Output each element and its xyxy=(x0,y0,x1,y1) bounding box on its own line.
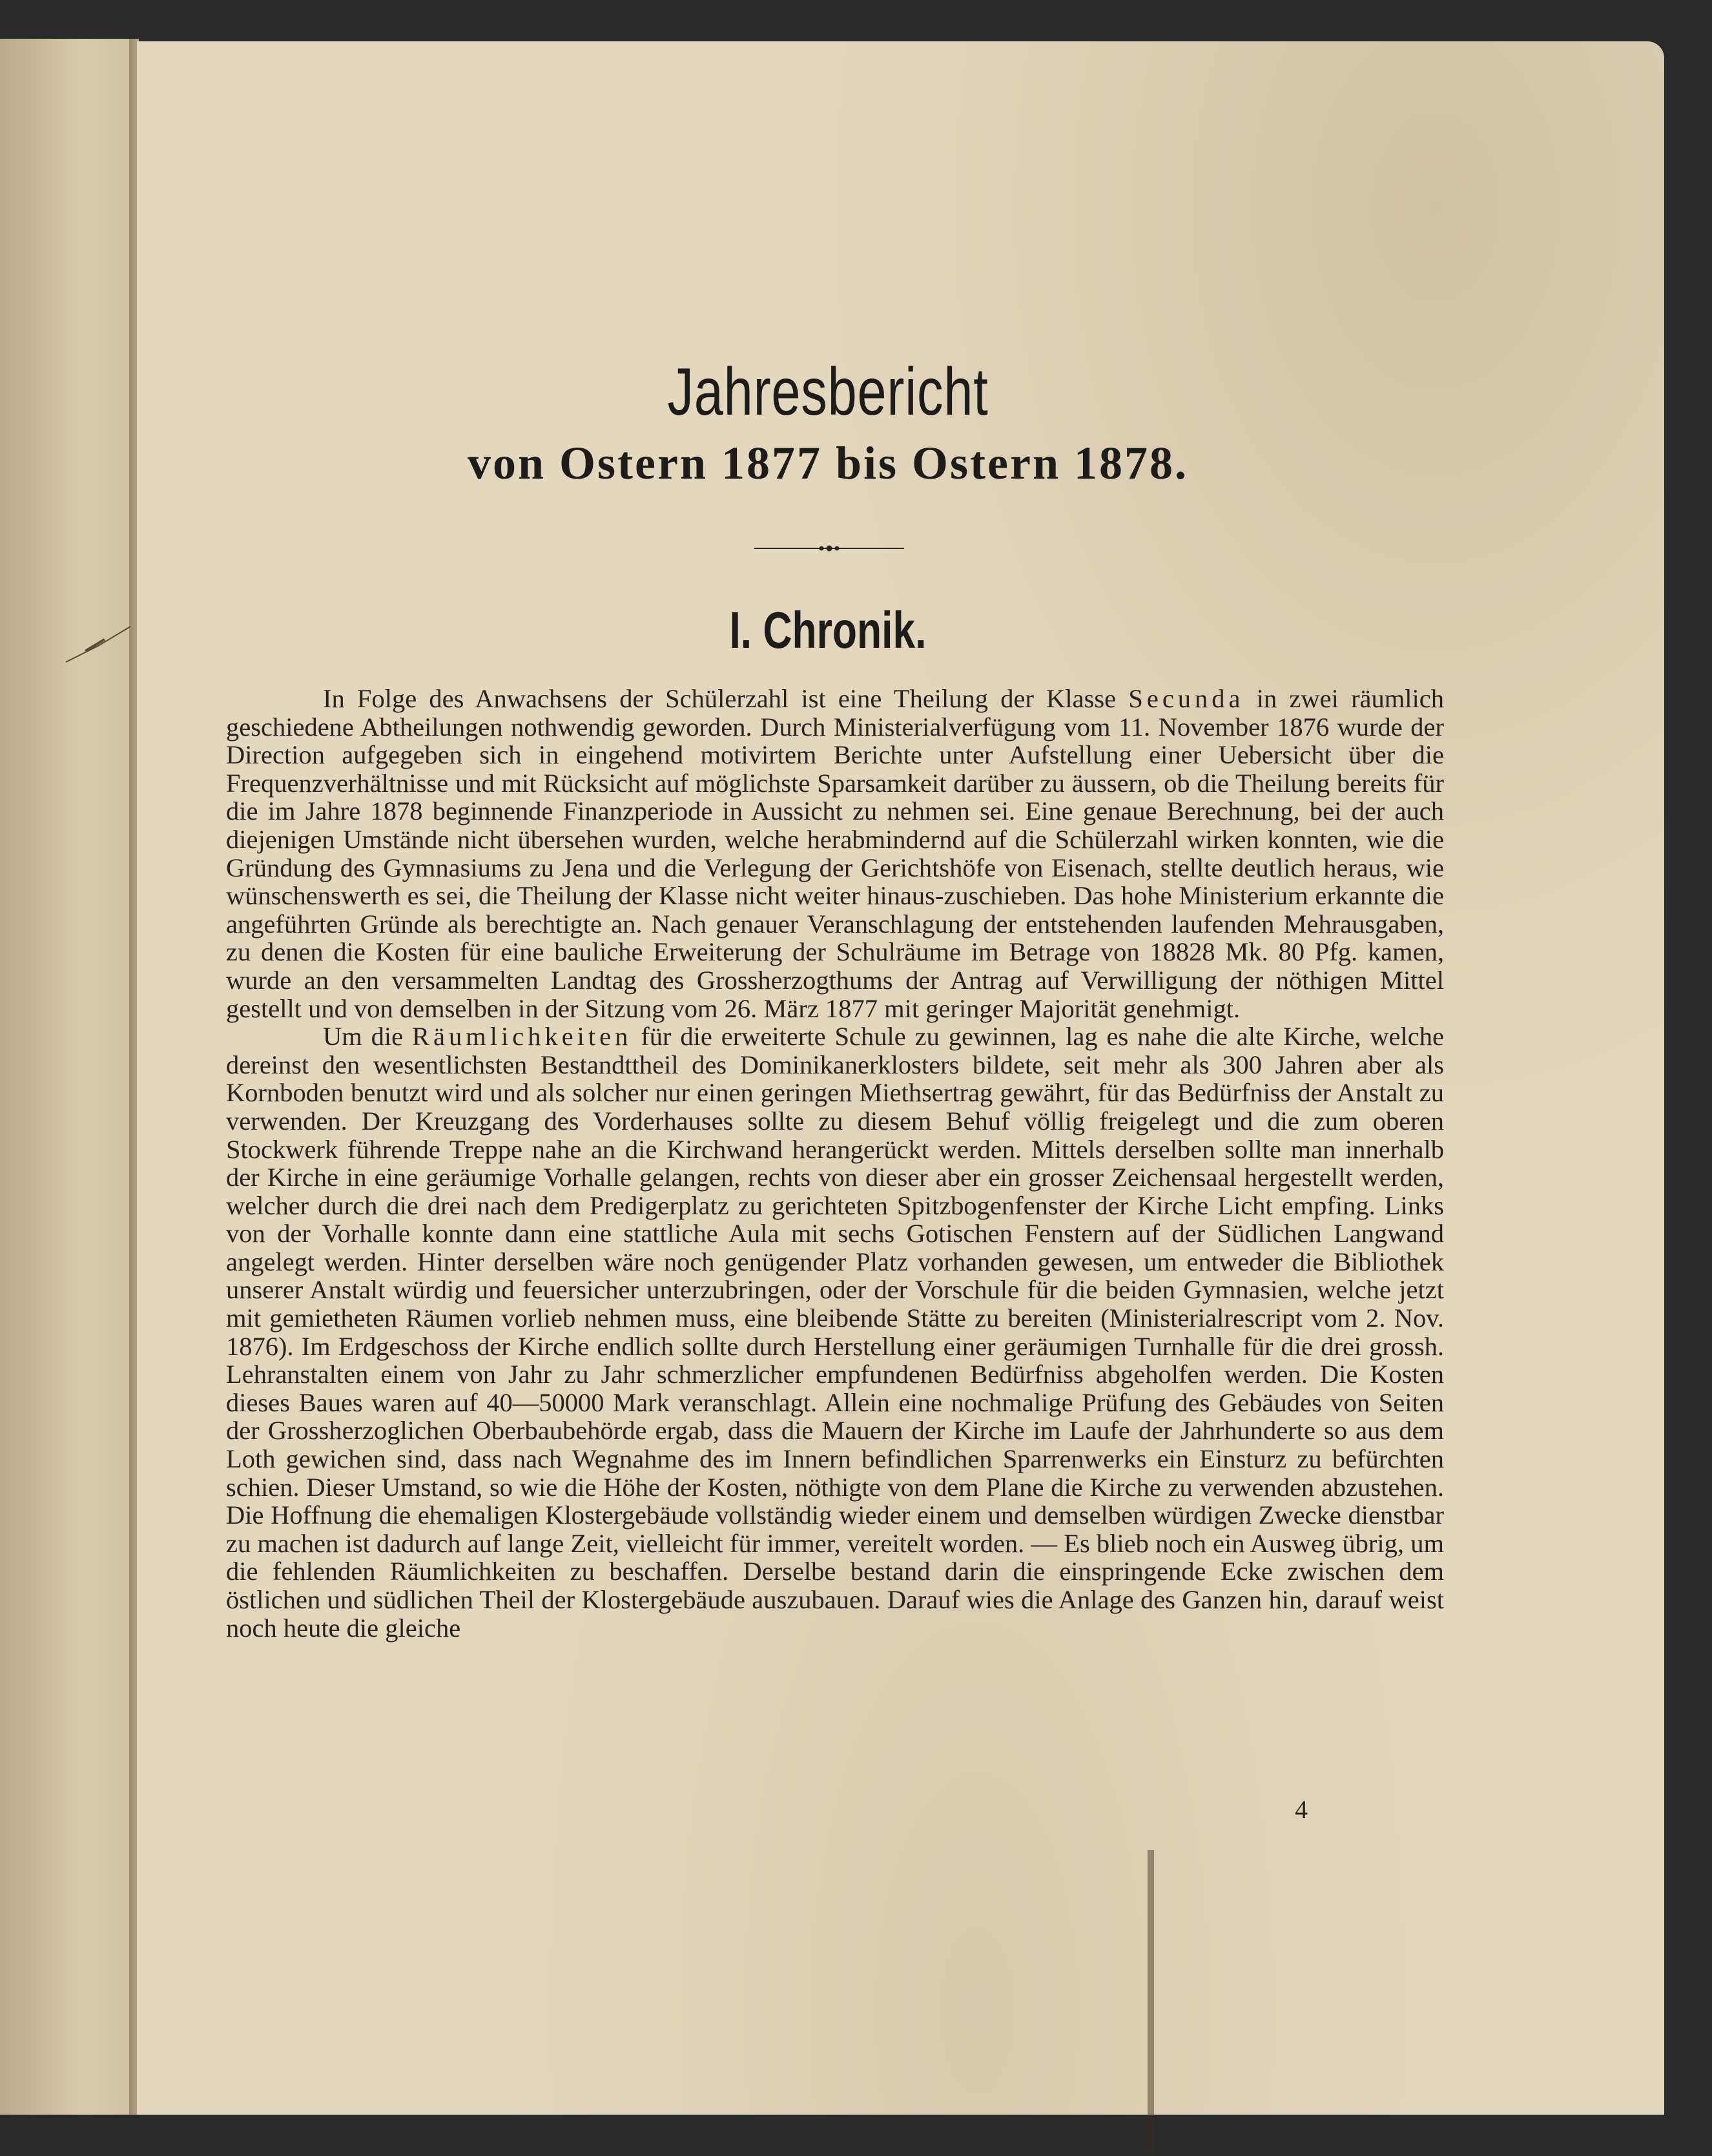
paragraph-1 xyxy=(226,685,1444,1022)
facing-page-edge xyxy=(0,39,139,2115)
section-heading: I. Chronik. xyxy=(729,601,927,659)
page-number: 4 xyxy=(1295,1795,1308,1824)
report-title: Jahresbericht xyxy=(667,355,989,430)
paragraph-1-intro: In Folge des Anwachsens der Schülerzahl ist eine Theilung der Klasse xyxy=(323,684,1117,713)
paragraph-2 xyxy=(226,1022,1444,1642)
paragraph-2-rest: für die erweiterte Schule zu gewinnen, lag es nahe die alte Kirche, welche dereinst den wesentlichsten Bestandttheil des Dominikanerklosters bildete, seit mehr als 300 Jahren aber als Kornboden benutzt wird und als solcher nur einen geringen Miethsertrag gewährt, für das Bedürfniss der Anstalt zu verwenden. Der Kreuzgang des Vorderhauses sollte zu diesem Behuf völlig freigelegt und die zum oberen Stockwerk führende Treppe nahe an die Kirchwand herangerückt werden. Mittels derselben sollte man innerhalb der Kirche in eine geräumige Vorhalle gelangen, rechts von dieser aber ein grosser Zeichensaal hergestellt werden, welcher durch die drei nach dem Predigerplatz zu gerichteten Spitzbogenfenster der Kirche Licht empfing. Links von der Vorhalle konnte dann eine stattliche Aula mit sechs Gotischen Fenstern auf der Südlichen Langwand angelegt werden. Hinter derselben wäre noch genügender Platz vorhanden gewesen, um entweder die Bibliothek unserer Anstalt würdig und feuersicher unterzubringen, oder der Vorschule für die beiden Gymnasien, welche jetzt mit gemietheten Räumen vorlieb nehmen muss, eine bleibende Stätte zu bereiten (Ministerialrescript vom 2. Nov. 1876). Im Erdgeschoss der Kirche endlich sollte durch Herstellung einer geräumigen Turnhalle für die drei grossh. Lehranstalten einem von Jahr zu Jahr schmerzlicher empfundenen Bedürfniss abgeholfen werden. Die Kosten dieses Baues waren auf 40—50000 Mark veranschlagt. Allein eine nochmalige Prüfung des Gebäudes von Seiten der Grossherzoglichen Oberbaubehörde ergab, dass die Mauern der Kirche im Laufe der Jahrhunderte so aus dem Loth gewichen sind, dass nach Wegnahme des im Innern befindlichen Sparrenwerks ein Einsturz zu befürchten schien. Dieser Umstand, so wie die Höhe der Kosten, nöthigte von dem Plane die Kirche zu verwenden abzustehen. Die Hoffnung die ehemaligen Klostergebäude vollständig wieder einem und demselben würdigen Zwecke dienstbar zu machen ist dadurch auf lange Zeit, vielleicht für immer, vereitelt worden. — Es blieb noch ein Ausweg übrig, um die fehlenden Räumlichkeiten zu beschaffen. Derselbe bestand darin die einspringende Ecke zwischen dem östlichen und südlichen Theil der Klostergebäude auszubauen. Darauf wies die Anlage des Ganzen hin, darauf weist noch heute die gleiche xyxy=(226,1022,1444,1643)
paragraph-2-intro: Um die xyxy=(323,1022,404,1052)
paragraph-1-rest: in zwei räumlich geschiedene Abtheilungen nothwendig geworden. Durch Ministerialverfügung vom 11. November 1876 wurde der Direction aufgegeben sich in eingehend motivirtem Berichte unter Aufstellung einer Uebersicht über die Frequenzverhältnisse und mit Rücksicht auf möglichste Sparsamkeit darüber zu äussern, ob die Theilung bereits für die im Jahre 1878 beginnende Finanzperiode in Aussicht zu nehmen sei. Eine genaue Berechnung, bei der auch diejenigen Umstände nicht übersehen wurden, welche herabmindernd auf die Schülerzahl wirken konnten, wie die Gründung des Gymnasiums zu Jena und die Verlegung der Gerichtshöfe von Eisenach, stellte deutlich heraus, wie wünschenswerth es sei, die Theilung der Klasse nicht weiter hinaus-zuschieben. Das hohe Ministerium erkannte die angeführten Gründe als berechtigte an. Nach genauer Veranschlagung der entstehenden laufenden Mehrausgaben, zu denen die Kosten für eine bauliche Erweiterung der Schulräume im Betrage von 18828 Mk. 80 Pfg. kamen, wurde an den versammelten Landtag des Grossherzogthums der Antrag auf Verwilligung der nöthigen Mittel gestellt und von demselben in der Sitzung vom 26. März 1877 mit geringer Majorität genehmigt. xyxy=(226,684,1445,1023)
paragraph-2-emphasis: Räumlichkeiten xyxy=(411,1022,632,1052)
paragraph-1-emphasis: Secunda xyxy=(1128,684,1244,713)
pencil-mark xyxy=(59,620,137,672)
ornamental-divider xyxy=(754,544,904,553)
body-text xyxy=(226,685,1444,1642)
report-subtitle: von Ostern 1877 bis Ostern 1878. xyxy=(467,437,1189,489)
binding-stain xyxy=(1148,1850,1154,2153)
